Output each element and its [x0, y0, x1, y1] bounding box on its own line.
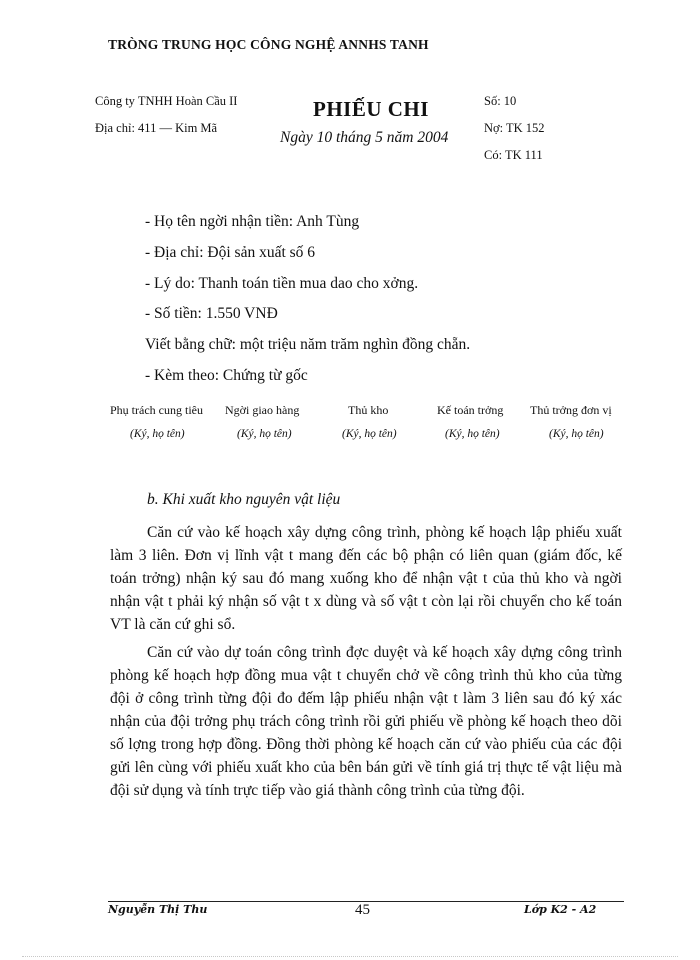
voucher-number: Số: 10	[484, 94, 517, 108]
signature-note: (Ký, họ tên)	[130, 428, 185, 440]
signature-note: (Ký, họ tên)	[549, 428, 604, 440]
address-line: - Địa chỉ: Đội sản xuất số 6	[145, 244, 316, 261]
company-name: Công ty TNHH Hoàn Cầu II	[95, 94, 238, 108]
amount-line: - Số tiền: 1.550 VNĐ	[145, 305, 278, 322]
amount-in-words: Viết bằng chữ: một triệu năm trăm nghìn đồng chẵn.	[145, 336, 471, 353]
company-address: Địa chỉ: 411 — Kim Mã	[95, 121, 218, 135]
debit-account: Nợ: TK 152	[484, 121, 545, 135]
voucher-title: PHIẾU CHI	[313, 97, 429, 121]
page-number: 45	[355, 902, 370, 918]
footer-author: Nguyễn Thị Thu	[108, 903, 208, 916]
signature-role-deliverer: Ngời giao hàng	[225, 403, 300, 417]
recipient-line: - Họ tên ngời nhận tiền: Anh Tùng	[145, 213, 360, 230]
signature-role-storekeeper: Thủ kho	[348, 403, 389, 417]
body-paragraph	[110, 641, 622, 802]
signature-note: (Ký, họ tên)	[445, 428, 500, 440]
body-paragraph	[110, 521, 622, 636]
signature-role-chief-accountant: Kế toán trởng	[437, 403, 504, 417]
signature-role-purchasing: Phụ trách cung tiêu	[110, 403, 203, 417]
signature-note: (Ký, họ tên)	[237, 428, 292, 440]
signature-note: (Ký, họ tên)	[342, 428, 397, 440]
page-boundary-line	[22, 956, 678, 957]
section-title: b. Khi xuất kho nguyên vật liệu	[147, 491, 341, 508]
reason-line: - Lý do: Thanh toán tiền mua dao cho xởng.	[145, 275, 419, 292]
school-header: TRÒNG TRUNG HỌC CÔNG NGHỆ ANNHS TANH	[108, 37, 429, 52]
attached-documents: - Kèm theo: Chứng từ gốc	[145, 367, 308, 384]
paragraph-text: Căn cứ vào dự toán công trình đợc duyệt và kế hoạch xây dựng công trình phòng kế hoạch hợp đồng mua vật t chuyển chở về công trình thủ kho của từng đội ở công trình từng đội đo đếm lập phiếu nhận vật t làm 3 liên sau đó ký xác nhận của đội trởng phụ trách công trình rồi gửi phiếu về phòng kế hoạch theo dõi số lợng trong hợp đồng. Đồng thời phòng kế hoạch căn cứ vào phiếu của các đội gửi lên cùng với phiếu xuất kho của bên bán gửi về tính giá trị thực tế vật liệu mà đội sử dụng và tính trực tiếp vào giá thành công trình của từng đội.	[110, 644, 622, 799]
credit-account: Có: TK 111	[484, 148, 543, 162]
signature-role-director: Thủ trởng đơn vị	[530, 403, 612, 417]
paragraph-text: Căn cứ vào kế hoạch xây dựng công trình, phòng kế hoạch lập phiếu xuất làm 3 liên. Đơn vị lĩnh vật t mang đến các bộ phận có liên quan (giám đốc, kế toán trởng) nhận ký sau đó mang xuống kho để nhận vật t của thủ kho và ngời nhận vật t phải ký nhận số vật t x dùng và số vật t còn lại rồi chuyển cho kế toán VT là căn cứ ghi sổ.	[110, 524, 622, 633]
voucher-date: Ngày 10 tháng 5 năm 2004	[280, 129, 449, 146]
footer-class: Lớp K2 - A2	[524, 903, 597, 916]
